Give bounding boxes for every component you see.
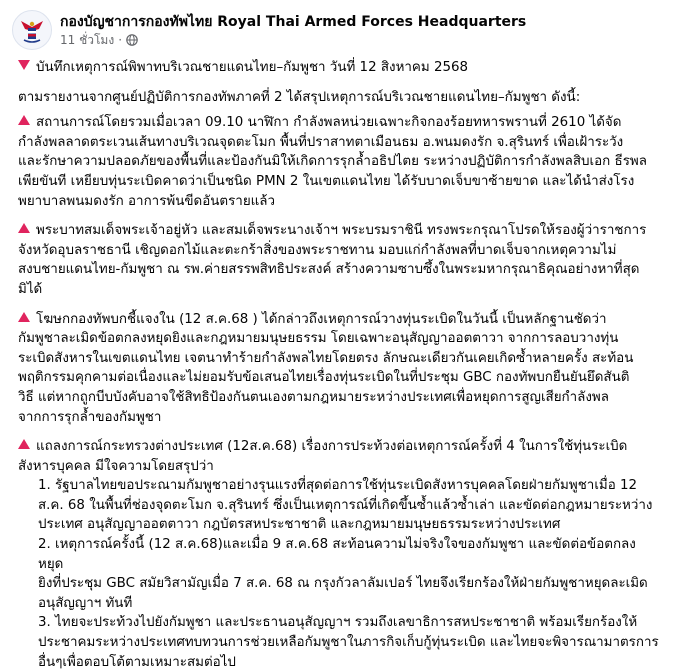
- page-name[interactable]: กองบัญชาการกองทัพไทย Royal Thai Armed Forces Headquarters: [60, 13, 527, 30]
- text-line: และรักษาความปลอดภัยของพื้นที่และป้องกันมิให้เกิดการรุกล้ำอธิปไตย ระหว่างปฏิบัติการกำลังพลสิบเอก ธีรพล: [18, 154, 647, 170]
- text-line: ประชาคมระหว่างประเทศทบทวนการช่วยเหลือกัมพูชาในภารกิจเก็บกู้ทุ่นระเบิด และไทยจะพิจารณามาตรการ: [38, 635, 659, 651]
- text-line: ยิงที่ประชุม GBC สมัยวิสามัญเมื่อ 7 ส.ค. 68 ณ กรุงกัวลาลัมเปอร์ ไทยจึงเรียกร้องให้ฝ่ายกัมพูชาหยุดละเมิด: [38, 576, 648, 592]
- text-line: กัมพูชาละเมิดข้อตกลงหยุดยิงและกฎหมายมนุษยธรรม โดยเฉพาะอนุสัญญาออตตาวา จากการลอบวางทุ่น: [18, 331, 619, 347]
- red-triangle-down-icon: [18, 60, 30, 70]
- text-line: สถานการณ์โดยรวมเมื่อเวลา 09.10 นาฬิกา กำลังพลหน่วยเฉพาะกิจกองร้อยทหารพรานที่ 2610 ได้จัด: [18, 113, 659, 133]
- text-line: วิธี แต่หากถูกบีบบังคับอาจใช้สิทธิป้องกันตนเองตามกฎหมายระหว่างประเทศเพื่อหยุดการสูญเสียกำลังพล: [18, 389, 609, 405]
- text-line: กำลังพลลาดตระเวนเส้นทางบริเวณจุดตะโมก พื้นที่ปราสาทตาเมือนธม อ.พนมดงรัก จ.สุรินทร์ เพื่อเฝ้าระวัง: [18, 134, 624, 150]
- red-triangle-up-icon: [18, 439, 30, 449]
- list-item: [18, 613, 659, 672]
- list-item: [18, 535, 659, 613]
- post-body: [12, 58, 659, 672]
- text-line: 1. รัฐบาลไทยขอประณามกัมพูชาอย่างรุนแรงที่สุดต่อการใช้ทุ่นระเบิดสังหารบุคคลโดยฝ่ายกัมพูชาเมื่อ 12: [38, 478, 638, 494]
- text-line: จากการรุกล้ำของกัมพูชา: [18, 409, 162, 425]
- globe-icon: [126, 34, 138, 46]
- post-intro: ตามรายงานจากศูนย์ปฏิบัติการกองทัพภาคที่ 2 ได้สรุปเหตุการณ์บริเวณชายแดนไทย–กัมพูชา ดังนี้:: [18, 89, 581, 105]
- post-time[interactable]: 11 ชั่วโมง: [60, 32, 115, 47]
- text-line: อื่นๆเพื่อตอบโต้ตามเหมาะสมต่อไป: [38, 654, 236, 670]
- paragraph-situation: [18, 113, 659, 211]
- paragraph-royal: [18, 221, 659, 299]
- paragraph-mfa-statement: [18, 437, 659, 476]
- text-line: โฆษกกองทัพบกชี้แจงใน (12 ส.ค.68 ) ได้กล่าวถึงเหตุการณ์วางทุ่นระเบิดในวันนี้ เป็นหลักฐานชัดว่า: [18, 310, 659, 330]
- text-line: มิได้: [18, 281, 43, 297]
- text-line: แถลงการณ์กระทรวงต่างประเทศ (12ส.ค.68) เรื่องการประท้วงต่อเหตุการณ์ครั้งที่ 4 ในการใช้ทุ่นระเบิด: [18, 437, 659, 457]
- text-line: ส.ค. 68 ในพื้นที่ช่องจุดตะโมก จ.สุรินทร์ ซึ่งเป็นเหตุการณ์ที่เกิดขึ้นซ้ำแล้วซ้ำเล่า และขัดต่อกฎหมายระหว่าง: [38, 497, 653, 513]
- list-item: [18, 476, 659, 535]
- rtarf-emblem-icon: [15, 13, 49, 47]
- meta-separator: ·: [118, 32, 123, 47]
- text-line: พยาบาลพนมดงรัก อาการพ้นขีดอันตรายแล้ว: [18, 193, 276, 209]
- text-line: ประเทศ อนุสัญญาออตตาวา กฎบัตรสหประชาชาติ และกฎหมายมนุษยธรรมระหว่างประเทศ: [38, 517, 561, 533]
- red-triangle-up-icon: [18, 115, 30, 125]
- text-line: เพียขันที เหยียบทุ่นระเบิดคาดว่าเป็นชนิด PMN 2 ในเขตแดนไทย ได้รับบาดเจ็บขาซ้ายขาด และได้นำส่งโรง: [18, 173, 635, 189]
- post-header: [12, 10, 659, 50]
- text-line: พระบาทสมเด็จพระเจ้าอยู่หัว และสมเด็จพระนางเจ้าฯ พระบรมราชินี ทรงพระกรุณาโปรดให้รองผู้ว่าราชการ: [18, 221, 659, 241]
- text-line: 3. ไทยจะประท้วงไปยังกัมพูชา และประธานอนุสัญญาฯ รวมถึงเลขาธิการสหประชาชาติ พร้อมเรียกร้องให้: [38, 615, 638, 631]
- text-line: อนุสัญญาฯ ทันที: [38, 595, 133, 611]
- text-line: สงบชายแดนไทย-กัมพูชา ณ รพ.ค่ายสรรพสิทธิประสงค์ สร้างความซาบซึ้งในพระมหากรุณาธิคุณอย่างหาที่สุด: [18, 262, 640, 278]
- text-line: ระเบิดสังหารในเขตแดนไทย เจตนาทำร้ายกำลังพลไทยโดยตรง ลักษณะเดียวกันเคยเกิดซ้ำหลายครั้ง สะท้อน: [18, 350, 634, 366]
- text-line: พฤติกรรมคุกคามต่อเนื่องและไม่ยอมรับข้อเสนอไทยเรื่องทุ่นระเบิดในที่ประชุม GBC กองทัพบกยืนยันยึดสันติ: [18, 370, 630, 386]
- post-meta: [60, 32, 526, 48]
- text-line: 2. เหตุการณ์ครั้งนี้ (12 ส.ค.68)และเมื่อ 9 ส.ค.68 สะท้อนความไม่จริงใจของกัมพูชา และขัดต่อข้อตกลงหยุด: [38, 537, 636, 572]
- text-line: จังหวัดอุบลราชธานี เชิญดอกไม้และตะกร้าสิ่งของพระราชทาน มอบแก่กำลังพลที่บาดเจ็บจากเหตุความไม่: [18, 242, 617, 258]
- post-title: บันทึกเหตุการณ์พิพาทบริเวณชายแดนไทย–กัมพูชา วันที่ 12 สิงหาคม 2568: [18, 58, 659, 78]
- text-line: สังหารบุคคล มีใจความโดยสรุปว่า: [18, 458, 214, 474]
- red-triangle-up-icon: [18, 312, 30, 322]
- red-triangle-up-icon: [18, 223, 30, 233]
- page-avatar[interactable]: [12, 10, 52, 50]
- paragraph-army-spokesman: [18, 310, 659, 428]
